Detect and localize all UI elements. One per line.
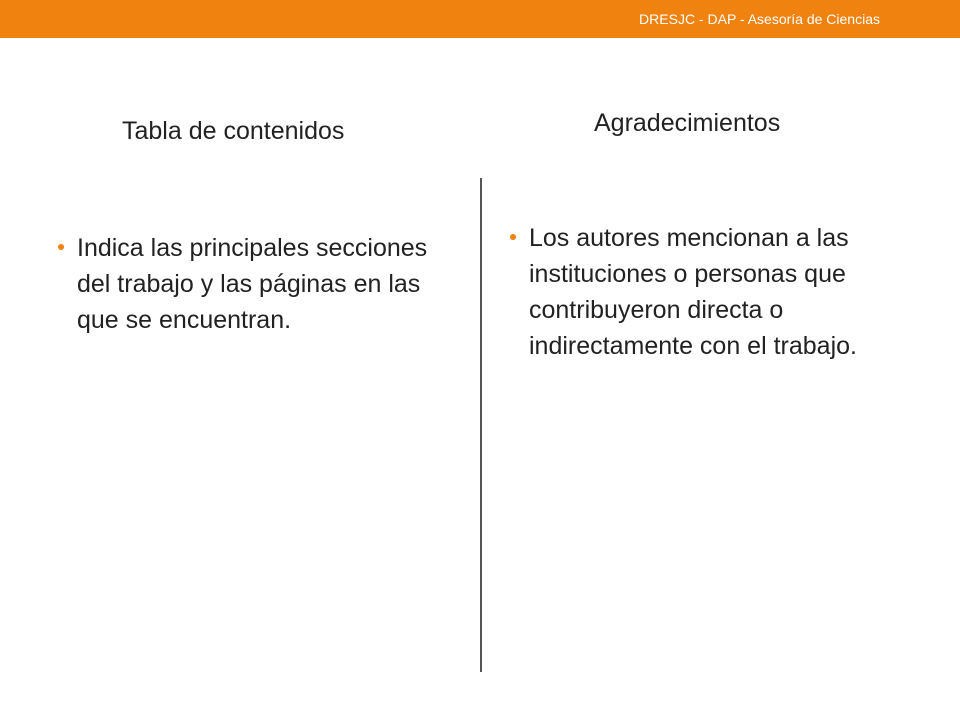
header-title: DRESJC - DAP - Asesoría de Ciencias [639,11,880,27]
right-column-body [510,220,920,364]
right-bullet-item [510,220,920,364]
left-bullet-text: Indica las principales secciones del trabajo y las páginas en las que se encuentran. [77,234,428,334]
left-column-heading: Tabla de contenidos [122,117,345,145]
column-divider [480,178,482,672]
bullet-dot-icon [510,234,516,240]
right-bullet-text: Los autores mencionan a las instituciones o personas que contribuyeron directa o indirectamente con el trabajo. [529,224,857,360]
left-bullet-item [58,230,458,338]
left-column-body [58,230,458,338]
header-bar [0,0,960,38]
right-column-heading: Agradecimientos [594,109,781,137]
bullet-dot-icon [58,244,64,250]
